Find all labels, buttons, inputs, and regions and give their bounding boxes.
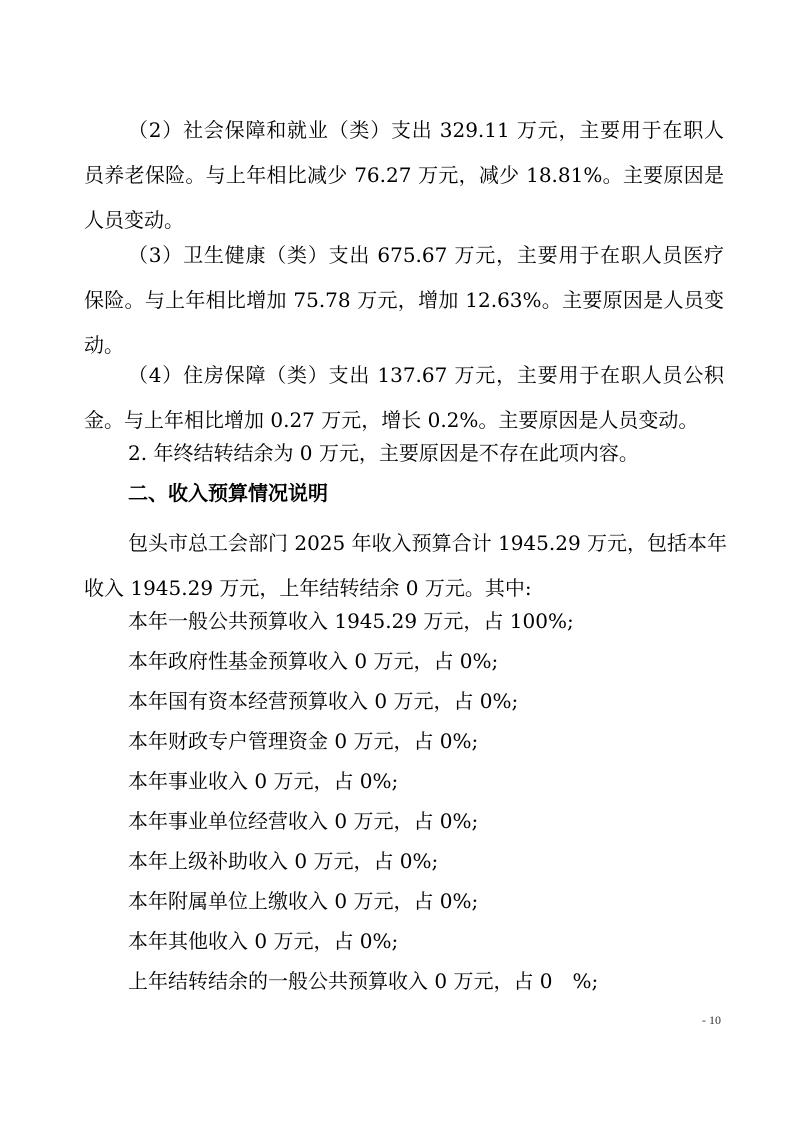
paragraph-income-intro — [84, 521, 728, 611]
paragraph-social-security — [84, 108, 724, 243]
list-item: 本年上级补助收入 0 万元，占 0%; — [128, 849, 439, 873]
list-item: 本年事业单位经营收入 0 万元，占 0%; — [128, 809, 479, 833]
text-line: 动。 — [84, 333, 124, 357]
text-line: 金。与上年相比增加 0.27 万元，增长 0.2%。主要原因是人员变动。 — [84, 408, 699, 432]
text-line: 收入 1945.29 万元，上年结转结余 0 万元。其中: — [84, 576, 532, 600]
list-item: 上年结转结余的一般公共预算收入 0 万元，占 0 %; — [128, 969, 599, 993]
list-item: 本年附属单位上缴收入 0 万元，占 0%; — [128, 889, 479, 913]
section-heading: 二、收入预算情况说明 — [128, 481, 328, 505]
list-item: 本年财政专户管理资金 0 万元，占 0%; — [128, 729, 479, 753]
carryover-text: 2. 年终结转结余为 0 万元，主要原因是不存在此项内容。 — [128, 441, 639, 465]
text-line: 保险。与上年相比增加 75.78 万元，增加 12.63%。主要原因是人员变 — [84, 288, 724, 312]
list-item: 本年一般公共预算收入 1945.29 万元，占 100%; — [128, 609, 574, 633]
list-item: 本年政府性基金预算收入 0 万元，占 0%; — [128, 649, 499, 673]
text-line: 人员变动。 — [84, 208, 184, 232]
text-line: （3）卫生健康（类）支出 675.67 万元，主要用于在职人员医疗 — [128, 243, 724, 267]
list-item: 本年其他收入 0 万元，占 0%; — [128, 929, 399, 953]
paragraph-health — [84, 233, 724, 368]
list-item: 本年事业收入 0 万元，占 0%; — [128, 769, 399, 793]
text-line: （4）住房保障（类）支出 137.67 万元，主要用于在职人员公积 — [128, 363, 724, 387]
text-line: 员养老保险。与上年相比减少 76.27 万元，减少 18.81%。主要原因是 — [84, 163, 724, 187]
text-line: （2）社会保障和就业（类）支出 329.11 万元，主要用于在职人 — [128, 118, 724, 142]
paragraph-housing — [84, 353, 724, 443]
text-line: 包头市总工会部门 2025 年收入预算合计 1945.29 万元，包括本年 — [128, 531, 728, 555]
list-item: 本年国有资本经营预算收入 0 万元，占 0%; — [128, 689, 519, 713]
page-number: - 10 — [702, 1013, 721, 1027]
